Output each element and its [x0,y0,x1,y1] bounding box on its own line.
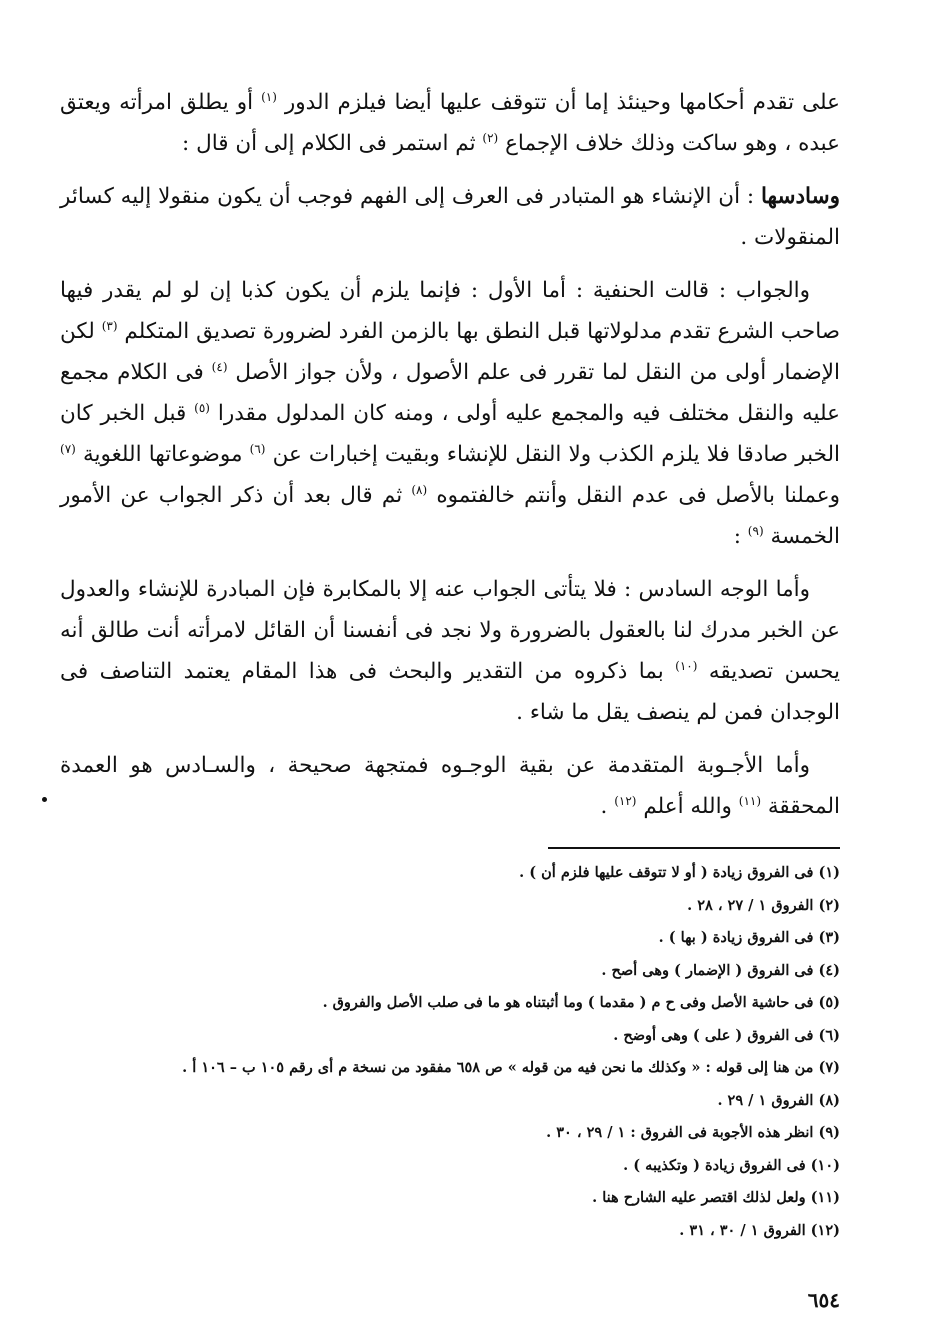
paragraph [60,745,840,827]
text-run: ثم استمر فى الكلام إلى أن قال : [182,131,483,156]
text-run: لكن الإضمار أولى من النقل لما تقرر فى علم الأصول ، ولأن جواز الأصل [60,319,840,385]
lead-word: وسادسها [761,184,840,209]
footnote: (٣) فى الفروق زيادة ( بها ) . [658,929,840,946]
text-run: فى الكلام مجمع عليه والنقل مختلف فيه والمجمع عليه أولى ، ومنه كان المدلول مقدرا [60,360,840,426]
footnote-ref: (٩) [747,523,764,538]
footnote: (١٠) فى الفروق زيادة ( وتكذيبه ) . [623,1156,840,1174]
footnote: (٦) فى الفروق ( على ) وهى أوضح . [613,1026,840,1044]
footnote: (٤) فى الفروق ( الإضمار ) وهى أصح . [601,961,840,979]
footnote-ref: (٧) [60,441,76,456]
footnote-ref: (١٢) [614,793,637,808]
text-run: بما ذكروه من التقدير والبحث فى هذا المقام يعتمد التناصف فى الوجدان فمن لم ينصف يقل ما شاء . [60,659,840,725]
footnote-ref: (٢) [482,130,499,145]
footnote-ref: (٣) [101,318,118,333]
text-run: والجواب : قالت الحنفية : أما الأول : فإنما يلزم أن يكون كذبا إن لو لم يقدر فيها صاحب الشرع تقدم مدلولاتها قبل النطق بها بالزمن الفرد لضرورة تصديق المتكلم [60,278,841,344]
footnote: (٧) من هنا إلى قوله : « وكذلك ما نحن فيه من قوله » ص ٦٥٨ مفقود من نسخة م أى رقم ١٠٥ ب – ١٠٦ أ . [182,1059,840,1076]
text-run: قبل الخبر كان الخبر صادقا فلا يلزم الكذب ولا النقل للإنشاء وبقيت إخبارات عن [60,401,840,467]
footnote-ref: (١) [261,89,277,104]
footnote-ref: (٤) [211,359,228,374]
text-run: ثم قال بعد أن ذكر الجواب عن الأمور الخمسة [60,483,840,549]
paragraph [60,569,840,733]
text-run: : [733,524,748,549]
footnote-ref: (١١) [738,793,762,808]
text-run: وعملنا بالأصل فى عدم النقل وأنتم خالفتموه [427,483,840,508]
paragraph [60,270,840,557]
main-text [60,82,840,839]
footnote: (١) فى الفروق زيادة ( أو لا تتوقف عليها فلزم أن ) . [519,864,840,881]
footnote-ref: (٦) [249,441,266,456]
text-run: موضوعاتها اللغوية [75,442,250,467]
paragraph [60,176,840,258]
footnote-ref: (٨) [411,482,428,497]
footnote-ref: (١٠) [675,658,698,673]
margin-dot [42,797,47,802]
footnote: (١٢) الفروق ١ / ٣٠ ، ٣١ . [679,1221,840,1239]
text-run: وأما الوجه السادس : فلا يتأتى الجواب عنه إلا بالمكابرة فإن المبادرة للإنشاء والعدول عن الخبر مدرك لنا بالعقول بالضرورة ولا نجد فى أنفسنا أن القائل لامرأته أنت طالق أنه يحسن تصديقه [60,577,840,684]
text-run: وأما الأجـوبة المتقدمة عن بقية الوجـوه فمتجهة صحيحة ، والسـادس هو العمدة المحققة [60,753,840,819]
text-run: . [600,794,615,819]
footnotes [60,857,840,1247]
text-run: : أن الإنشاء هو المتبادر فى العرف إلى الفهم فوجب أن يكون منقولا إليه كسائر المنقولات . [60,184,840,250]
page-number: ٦٥٤ [807,1288,840,1312]
paragraph [60,82,840,164]
text-run: على تقدم أحكامها وحينئذ إما أن تتوقف عليها أيضا فيلزم الدور [276,90,840,115]
footnote-ref: (٥) [194,400,210,415]
footnote: (٩) انظر هذه الأجوبة فى الفروق : ١ / ٢٩ ، ٣٠ . [546,1124,840,1141]
text-run: والله أعلم [636,794,739,819]
footnote-separator [548,847,840,849]
footnote: (١١) ولعل لذلك اقتصر عليه الشارح هنا . [592,1189,840,1206]
text-run: أو يطلق امرأته ويعتق عبده ، وهو ساكت وذلك خلاف الإجماع [60,90,840,156]
footnote: (٢) الفروق ١ / ٢٧ ، ٢٨ . [687,896,840,914]
footnote: (٥) فى حاشية الأصل وفى ح م ( مقدما ) وما أثبتناه هو ما فى صلب الأصل والفروق . [322,994,840,1011]
footnote: (٨) الفروق ١ / ٢٩ . [717,1091,840,1109]
